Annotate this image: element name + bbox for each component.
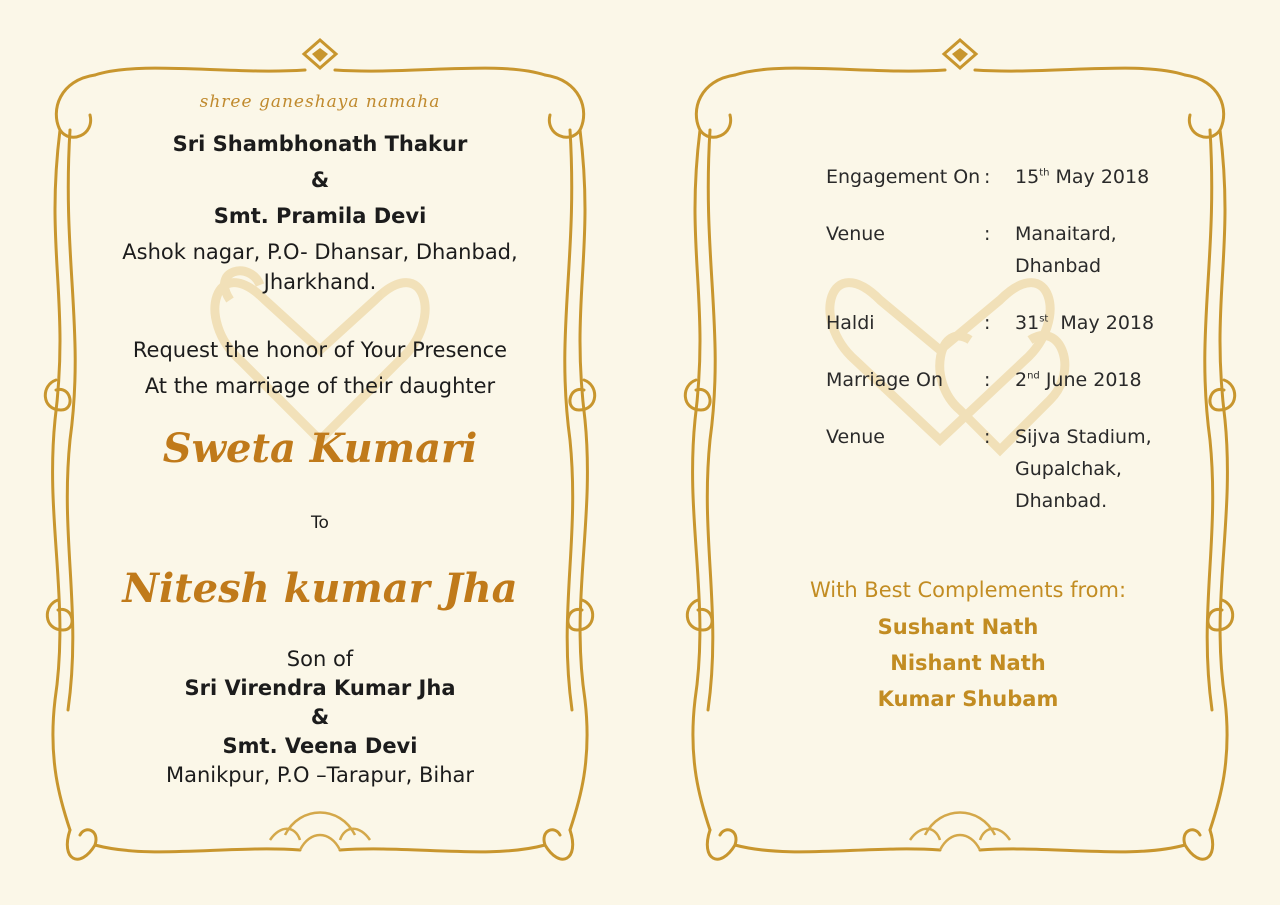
- event-separator: :: [984, 166, 991, 188]
- event-venue: Manaitard, Dhanbad: [1015, 223, 1117, 277]
- ampersand-2: &: [310, 705, 330, 729]
- event-date: 15th May 2018: [1015, 166, 1150, 188]
- event-label: Venue: [826, 426, 885, 448]
- event-venue: Sijva Stadium, Gupalchak, Dhanbad.: [1015, 426, 1152, 512]
- complements-title: With Best Complements from:: [809, 578, 1127, 602]
- complements-name-2: Nishant Nath: [890, 651, 1046, 675]
- complements-name-3: Kumar Shubam: [877, 687, 1059, 711]
- event-label: Marriage On: [826, 369, 944, 391]
- event-row-haldi: [826, 312, 1166, 352]
- request-line-1: Request the honor of Your Presence: [132, 338, 508, 362]
- bride-address-line-2: Jharkhand.: [263, 270, 377, 294]
- event-date: 2nd June 2018: [1015, 369, 1142, 391]
- event-separator: :: [984, 369, 991, 391]
- event-date: 31st May 2018: [1015, 312, 1155, 334]
- son-of-text: Son of: [286, 647, 354, 671]
- ampersand: &: [310, 168, 330, 192]
- event-separator: :: [984, 426, 991, 448]
- bride-address-line-1: Ashok nagar, P.O- Dhansar, Dhanbad,: [122, 240, 518, 264]
- event-row-engagement: [826, 166, 1166, 206]
- complements-name-1: Sushant Nath: [877, 615, 1039, 639]
- bride-parent-2: Smt. Pramila Devi: [213, 204, 427, 228]
- event-row-venue-2: [826, 426, 1166, 526]
- to-text: To: [311, 513, 329, 533]
- event-row-venue-1: [826, 223, 1166, 287]
- event-label: Haldi: [826, 312, 875, 334]
- event-label: Engagement On: [826, 166, 981, 188]
- groom-name: Nitesh kumar Jha: [122, 565, 518, 612]
- groom-parent-2: Smt. Veena Devi: [222, 734, 418, 758]
- request-line-2: At the marriage of their daughter: [144, 374, 496, 398]
- event-row-marriage: [826, 369, 1166, 409]
- invitation-card-right: [640, 0, 1280, 905]
- event-label: Venue: [826, 223, 885, 245]
- groom-parent-1: Sri Virendra Kumar Jha: [184, 676, 456, 700]
- bride-parent-1: Sri Shambhonath Thakur: [172, 132, 468, 156]
- groom-address: Manikpur, P.O –Tarapur, Bihar: [165, 763, 475, 787]
- bride-name: Sweta Kumari: [162, 425, 478, 472]
- event-separator: :: [984, 312, 991, 334]
- invocation-text: shree ganeshaya namaha: [199, 92, 441, 112]
- event-separator: :: [984, 223, 991, 245]
